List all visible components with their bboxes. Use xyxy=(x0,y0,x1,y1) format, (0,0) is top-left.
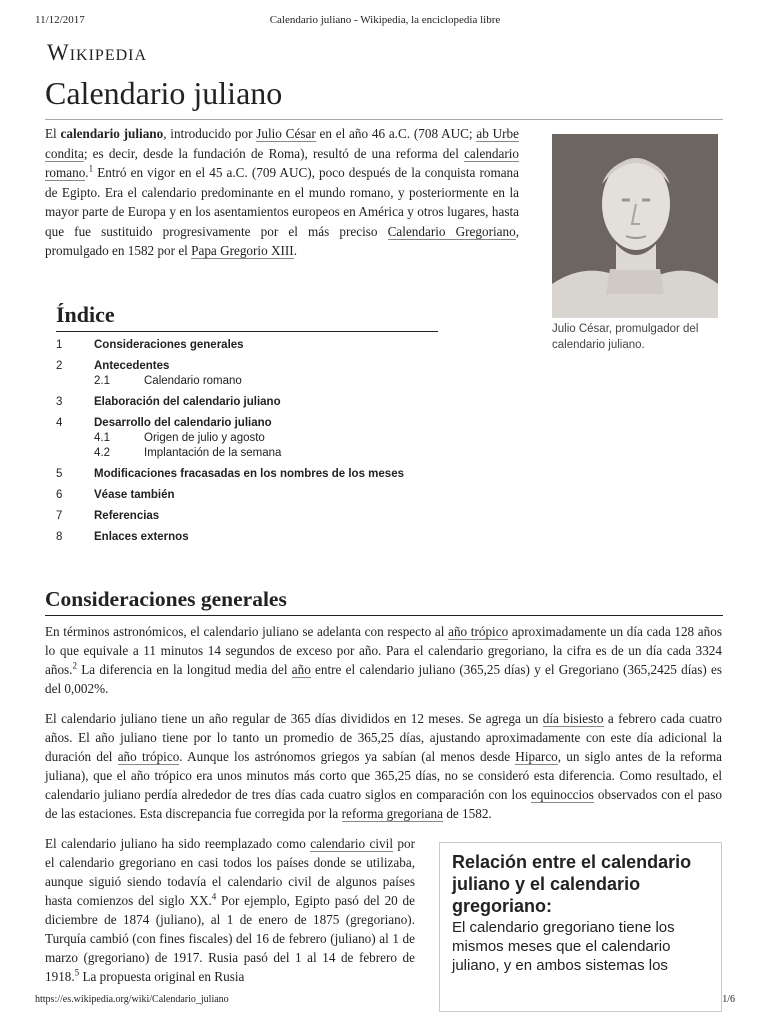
toc-item-4[interactable]: 4 Desarrollo del calendario juliano xyxy=(56,417,272,429)
link-equinoccios[interactable]: equinoccios xyxy=(530,787,594,802)
link-calendario-gregoriano[interactable]: Calendario Gregoriano xyxy=(387,223,516,239)
print-url: https://es.wikipedia.org/wiki/Calendario_juliano xyxy=(35,994,229,1005)
print-page-title: Calendario juliano - Wikipedia, la enciclopedia libre xyxy=(269,14,501,26)
paragraph-3: El calendario juliano ha sido reemplazado como calendario civil por el calendario gregoriano en casi todos los países donde se utilizaba, aunque siguió siendo todavía el calendario civil de algunos países hasta comienzos del siglo XX.$^4$ Por ejemplo, Egipto pasó del 20 de diciembre de 1874 (juliano), al 1 de enero de 1875 (gregoriano). Turquía cambió (con fines fiscales) del 16 de febrero (juliano) al 1 de marzo (gregoriano) de 1917. Rusia pasó del 1 al 14 de febrero de 1918.$^5$ La propuesta original en Rusia xyxy=(45,836,415,984)
toc-item-6[interactable]: 6 Véase también xyxy=(56,489,175,501)
paragraph-2: El calendario juliano tiene un año regular de 365 días divididos en 12 meses. Se agrega un día bisiesto a febrero cada cuatro años. El año juliano tiene por lo tanto un promedio de 365,25 días, ajustando aproximadamente con este día adicional la duración del año trópico. Aunque los astrónomos griegos ya sabían (al menos desde Hiparco, un siglo antes de la reforma juliana), que el año trópico era unos minutos más corto que 365,25 días, no se consideró esta diferencia. Como resultado, el calendario juliano perdía alrededor de tres días cada cuatro siglos en comparación con los equinoccios observados con el paso de las estaciones. Esta discrepancia fue corregida por la reforma gregoriana de 1582. xyxy=(45,711,722,821)
table-of-contents xyxy=(56,302,438,545)
reference-1[interactable]: 1 xyxy=(88,163,94,174)
print-page-number: 1/6 xyxy=(722,994,735,1005)
link-ab-urbe-condita[interactable]: ab Urbe condita xyxy=(45,126,519,161)
reference-4[interactable]: 4 xyxy=(211,891,217,902)
toc-item-4-1[interactable]: 4.1 Origen de julio y agosto xyxy=(94,432,265,444)
toc-title: Índice xyxy=(56,302,438,332)
toc-item-8[interactable]: 8 Enlaces externos xyxy=(56,531,189,543)
intro-bold-term: calendario juliano xyxy=(60,126,164,141)
link-ano-tropico[interactable]: año trópico xyxy=(448,624,509,639)
link-ano[interactable]: año xyxy=(291,662,311,677)
link-reforma-gregoriana[interactable]: reforma gregoriana xyxy=(341,806,444,821)
section-heading-consideraciones: Consideraciones generales xyxy=(45,587,723,616)
toc-item-4-2[interactable]: 4.2 Implantación de la semana xyxy=(94,447,282,459)
toc-item-2-1[interactable]: 2.1 Calendario romano xyxy=(94,375,242,387)
wikipedia-logo[interactable]: Wikipedia xyxy=(47,40,148,65)
relation-infobox xyxy=(439,842,722,1012)
reference-5[interactable]: 5 xyxy=(74,967,80,978)
toc-item-3[interactable]: 3 Elaboración del calendario juliano xyxy=(56,396,281,408)
toc-item-7[interactable]: 7 Referencias xyxy=(56,510,160,522)
link-calendario-romano[interactable]: calendario romano xyxy=(45,145,519,180)
link-julio-cesar[interactable]: Julio César xyxy=(256,126,316,141)
print-date: 11/12/2017 xyxy=(35,14,85,26)
link-hiparco[interactable]: Hiparco xyxy=(515,749,558,764)
toc-item-5[interactable]: 5 Modificaciones fracasadas en los nombres de los meses xyxy=(56,468,404,480)
intro-paragraph: El calendario juliano, introducido por Julio César en el año 46 a.C. (708 AUC; ab Urbe condita; es decir, desde la fundación de Roma), resultó de una reforma del calendario romano.$^1$ Entró en vigor en el 45 a.C. (709 AUC), poco después de la conquista romana de Egipto. Era el calendario predominante en el mundo romano, y posteriormente en la mayor parte de Europa y en los asentamientos europeos en América y otros lugares, hasta que fue sustituido progresivamente por el más preciso Calendario Gregoriano, promulgado en 1582 por el Papa Gregorio XIII. xyxy=(45,126,519,258)
toc-item-1[interactable]: 1 Consideraciones generales xyxy=(56,339,244,351)
paragraph-1: En términos astronómicos, el calendario juliano se adelanta con respecto al año trópico aproximadamente un día cada 128 años lo que equivale a 11 minutos 14 segundos de exceso por año. Para el calendario gregoriano, la cifra es de un día cada 3324 años.$^2$ La diferencia en la longitud media del año entre el calendario juliano (365,25 días) y el Gregoriano (365,2425 días) es del 0,002%. xyxy=(45,624,722,696)
reference-2[interactable]: 2 xyxy=(72,660,77,671)
toc-item-2[interactable]: 2 Antecedentes xyxy=(56,360,170,372)
link-ano-tropico-2[interactable]: año trópico xyxy=(117,749,180,764)
image-caption: Julio César, promulgador del calendario juliano. xyxy=(552,323,699,351)
relation-box-body: El calendario gregoriano tiene los mismos meses que el calendario juliano, y en ambos sistemas los xyxy=(452,919,675,974)
relation-box-title: Relación entre el calendario juliano y el calendario gregoriano: xyxy=(452,852,692,916)
julio-cesar-bust-image[interactable] xyxy=(552,134,718,318)
link-papa-gregorio-xiii[interactable]: Papa Gregorio XIII xyxy=(191,243,294,258)
bust-illustration xyxy=(552,134,718,318)
link-calendario-civil[interactable]: calendario civil xyxy=(310,836,393,851)
link-dia-bisiesto[interactable]: día bisiesto xyxy=(542,711,604,726)
article-title: Calendario juliano xyxy=(45,73,723,120)
